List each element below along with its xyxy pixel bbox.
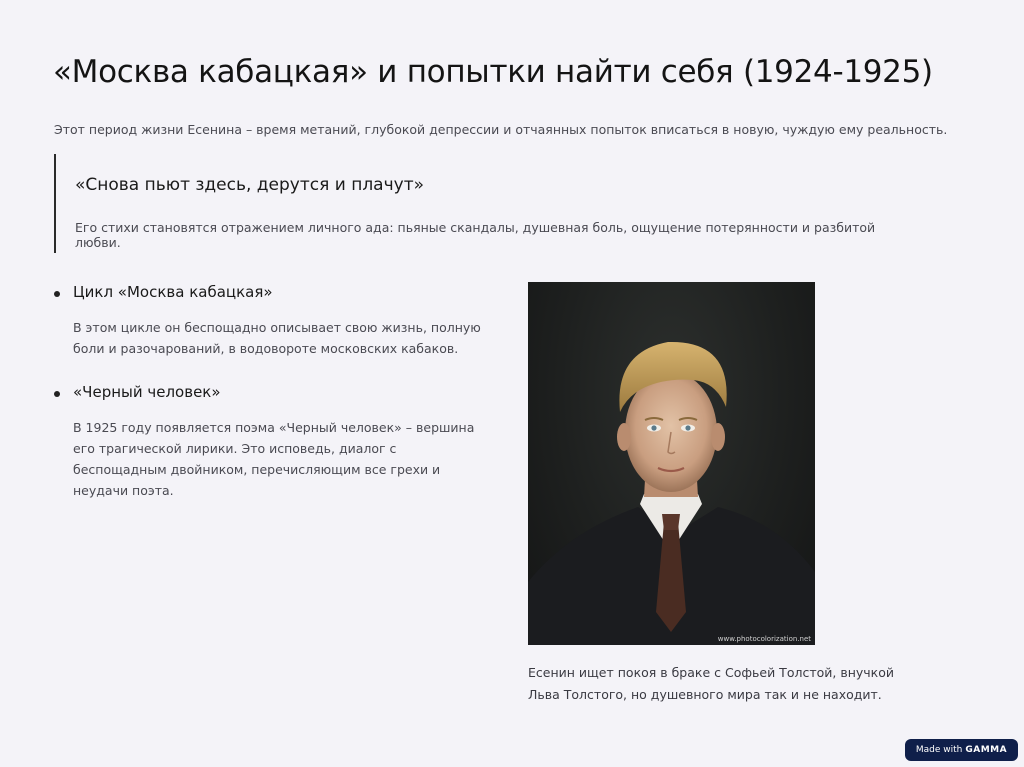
bullet-title: Цикл «Москва кабацкая» <box>73 283 273 301</box>
quote-title: «Снова пьют здесь, дерутся и плачут» <box>75 175 425 195</box>
bullet-title: «Черный человек» <box>73 383 221 401</box>
bullet-text: В 1925 году появляется поэма «Черный человек» – вершина его трагической лирики. Это исповедь, диалог с беспощадным двойником, перечисляющим все грехи и неудачи поэта. <box>73 420 475 498</box>
gamma-logo: GAMMA <box>965 745 1008 755</box>
badge-prefix: Made with <box>915 745 963 755</box>
photo-credit: www.photocolorization.net <box>717 635 811 643</box>
page-title: «Москва кабацкая» и попытки найти себя (1924-1925) <box>53 54 933 90</box>
bullet-dot-icon <box>54 391 60 397</box>
photo-caption: Есенин ищет покоя в браке с Софьей Толстой, внучкой Льва Толстого, но душевного мира так и не находит. <box>528 665 894 702</box>
quote-block <box>54 154 914 253</box>
intro-text: Этот период жизни Есенина – время метаний, глубокой депрессии и отчаянных попыток вписаться в новую, чуждую ему реальность. <box>54 122 948 137</box>
portrait-illustration <box>528 282 815 645</box>
made-with-gamma-badge[interactable] <box>905 739 1018 761</box>
quote-text: Его стихи становятся отражением личного ада: пьяные скандалы, душевная боль, ощущение потерянности и разбитой любви. <box>75 220 876 250</box>
bullet-text: В этом цикле он беспощадно описывает свою жизнь, полную боли и разочарований, в водовороте московских кабаков. <box>73 320 481 356</box>
bullet-dot-icon <box>54 291 60 297</box>
portrait-photo <box>528 282 815 645</box>
